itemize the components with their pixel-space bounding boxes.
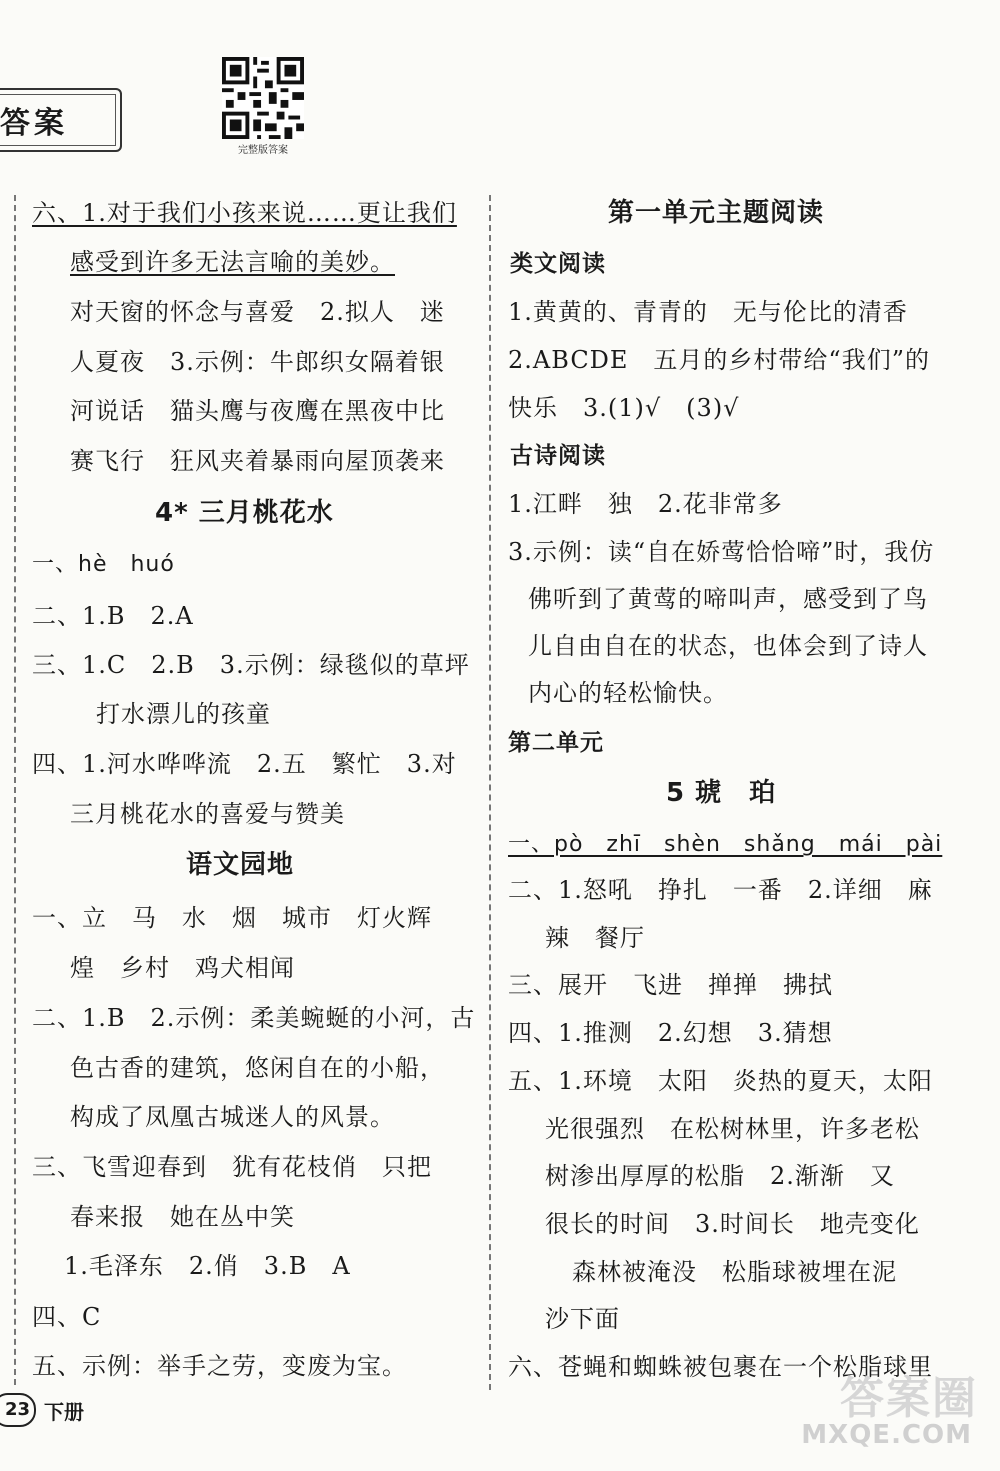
answer-line: 对天窗的怀念与喜爱 2.拟人 迷 xyxy=(70,298,445,326)
qr-caption: 完整版答案 xyxy=(238,145,288,156)
answer-line: 三、1.C 2.B 3.示例：绿毯似的草坪 xyxy=(32,651,470,679)
answer-line: 二、1.B 2.示例：柔美蜿蜒的小河，古 xyxy=(32,1004,476,1032)
answer-line: 森林被淹没 松脂球被埋在泥 xyxy=(572,1258,897,1286)
answer-line: 三月桃花水的喜爱与赞美 xyxy=(70,800,345,828)
answer-line: 三、展开 飞进 掸掸 拂拭 xyxy=(508,971,833,999)
qr-code-icon xyxy=(222,57,304,139)
answer-line: 树渗出厚厚的松脂 2.渐渐 又 xyxy=(545,1162,895,1190)
answer-line: 四、C xyxy=(32,1303,102,1331)
answer-line: 三、飞雪迎春到 犹有花枝俏 只把 xyxy=(32,1153,432,1181)
answer-line: 一、立 马 水 烟 城市 灯火辉 xyxy=(32,904,432,932)
answer-line: 一、pò zhī shèn shǎng mái pài xyxy=(508,832,943,857)
subsection-title: 类文阅读 xyxy=(510,251,606,277)
answer-line: 光很强烈 在松树林里，许多老松 xyxy=(545,1115,920,1143)
answer-line: 六、苍蝇和蜘蛛被包裹在一个松脂球里 xyxy=(508,1353,933,1381)
answer-line: 感受到许多无法言喻的美妙。 xyxy=(70,248,395,276)
answer-line: 很长的时间 3.时间长 地壳变化 xyxy=(545,1210,920,1238)
watermark-url: MXQE.COM xyxy=(801,1420,972,1450)
answer-line: 人夏夜 3.示例：牛郎织女隔着银 xyxy=(70,348,445,376)
answer-line: 1.江畔 独 2.花非常多 xyxy=(508,490,783,518)
unit-title: 第二单元 xyxy=(508,730,604,756)
unit-reading-title: 第一单元主题阅读 xyxy=(608,198,825,228)
answer-line: 构成了凤凰古城迷人的风景。 xyxy=(70,1103,395,1131)
answer-line: 四、1.推测 2.幻想 3.猜想 xyxy=(508,1019,833,1047)
answer-line: 五、1.环境 太阳 炎热的夏天，太阳 xyxy=(508,1067,933,1095)
answer-line: 一、hè huó xyxy=(32,552,175,577)
watermark-logo: 答案圈 xyxy=(840,1373,978,1424)
answer-line: 1.黄黄的、青青的 无与伦比的清香 xyxy=(508,298,908,326)
answer-line: 沙下面 xyxy=(545,1305,620,1333)
page-number: 23 xyxy=(0,1393,36,1427)
answer-line: 3.示例：读“自在娇莺恰恰啼”时，我仿 xyxy=(508,538,935,566)
answer-line: 煌 乡村 鸡犬相闻 xyxy=(70,954,295,982)
answer-badge-title: 答案 xyxy=(0,106,68,141)
answer-line: 春来报 她在丛中笑 xyxy=(70,1203,295,1231)
answer-line: 四、1.河水哗哗流 2.五 繁忙 3.对 xyxy=(32,750,457,778)
answer-line: 快乐 3.(1)√ (3)√ xyxy=(508,394,740,422)
answer-line: 河说话 猫头鹰与夜鹰在黑夜中比 xyxy=(70,397,445,425)
answer-line: 赛飞行 狂风夹着暴雨向屋顶袭来 xyxy=(70,447,445,475)
column-divider xyxy=(489,195,491,1390)
answer-line: 1.毛泽东 2.俏 3.B A xyxy=(64,1252,351,1280)
subsection-title: 古诗阅读 xyxy=(510,443,606,469)
answer-line: 五、示例：举手之劳，变废为宝。 xyxy=(32,1352,407,1380)
answer-line: 佛听到了黄莺的啼叫声，感受到了鸟 xyxy=(528,585,928,613)
answer-line: 打水漂儿的孩童 xyxy=(96,700,271,728)
answer-line: 2.ABCDE 五月的乡村带给“我们”的 xyxy=(508,346,930,374)
section-title: 语文园地 xyxy=(186,850,295,880)
answer-line: 内心的轻松愉快。 xyxy=(528,679,728,707)
answer-line: 二、1.B 2.A xyxy=(32,602,194,630)
volume-label: 下册 xyxy=(44,1400,84,1424)
answer-line: 六、1.对于我们小孩来说……更让我们 xyxy=(32,199,457,227)
left-column-border xyxy=(14,195,16,1385)
answer-line: 辣 餐厅 xyxy=(545,924,645,952)
lesson-title: 5 琥 珀 xyxy=(666,778,777,808)
lesson-title: 4* 三月桃花水 xyxy=(155,498,334,528)
answer-line: 二、1.怒吼 挣扎 一番 2.详细 麻 xyxy=(508,876,933,904)
answer-line: 儿自由自在的状态，也体会到了诗人 xyxy=(528,632,928,660)
answer-line: 色古香的建筑，悠闲自在的小船， xyxy=(70,1054,445,1082)
